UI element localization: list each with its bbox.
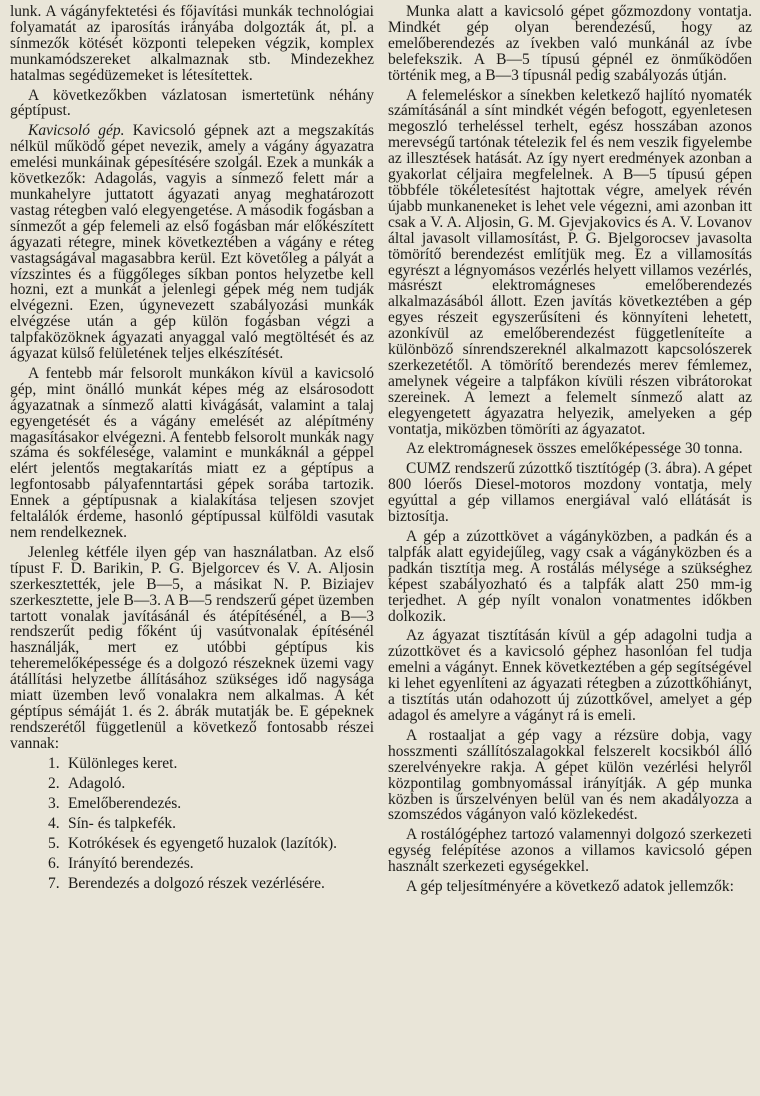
list-item <box>48 876 374 892</box>
paragraph: A fentebb már felsorolt munkákon kívül a kavicsoló gép, mint önálló munkát képes még az elsárosodott ágyazatnak a sínmező alatti kivágását, valamint a talaj egyengetését és a vágány emelését az alépítmény magasításakor elvégezni. A fentebb felsorolt munkák nagy száma és sokfélesége, valamint e munkáknál a géppel elért jelentős megtakarítás miatt ez a géptípus a legfontosabb pályafenntartási gépek sorába tartozik. Ennek a géptípusnak a kialakítása teljesen szovjet feltalálók érdeme, hasonló géptípussal külföldi vasutak nem rendelkeznek. <box>10 364 374 541</box>
list-number: 5. <box>48 834 60 852</box>
paragraph: A felemeléskor a sínekben keletkező hajlító nyomaték számításánál a sínt mindkét végén befogott, egyenletesen megoszló terheléssel terhelt, egész hosszában azonos merevségű tartónak tételezik fel és nem veszik figyelembe az illesztések hatását. Az így nyert eredmények azonban a gyakorlat céljaira megfelelnek. A B—5 típusú gépen többféle tökéletesítést hajtottak végre, amelyek révén újabb munkaneneket is lehet vele végezni, ami azonban itt csak a V. A. Aljosin, G. M. Gjevjakovics és A. V. Lovanov által javasolt villamosítást, P. G. Bjelgorocsev javasolta tömörítő berendezést említjük meg. Ez a villamosítás egyrészt a légnyomásos vezérlés helyett villamos vezérlés, másrészt elektromágneses emelőberendezés alkalmazásából állott. Ezen javítás következtében a gép egyes részeit egyszerűsíteni és könnyíteni lehetett, azonkívül az emelőberendezést függetleníteíte a különböző sínrendszereknél alkalmazott kapcsolószerek szerkezetétől. A tömörítő berendezés merev fémlemez, amelynek végeire a talpfákon kívüli részen vibrátorokat szereinek. A lemezt a felemelt sínmező alatt az elegyengetett ágyazatra helyezik, amelyeken a gép vontatja, miközben tömöríti az ágyazatot. <box>388 86 752 438</box>
section-heading-inline: Kavicsoló gép. <box>28 122 125 140</box>
paragraph: A rostaaljat a gép vagy a rézsüre dobja, vagy hosszmenti szállítószalagokkal felszerelt kocsikból álló szerelvényekre rakja. A gépet külön vezérlési helyről központilag gombnyomással irányítják. A gép munka közben is űrszelvényen belül van és nem akadályozza a szomszédos vágányon való közlekedést. <box>388 726 752 824</box>
paragraph: Az elektromágnesek összes emelőképessége 30 tonna. <box>406 440 743 458</box>
list-number: 7. <box>48 874 60 892</box>
list-number: 4. <box>48 814 60 832</box>
parts-list <box>10 756 374 892</box>
list-number: 6. <box>48 854 60 872</box>
paragraph: CUMZ rendszerű zúzottkő tisztítógép (3. ábra). A gépet 800 lóerős Diesel-motoros mozdony vontatja, mely egyúttal a gép villamos energiával való ellátását is biztosítja. <box>388 460 752 526</box>
list-text: Adagoló. <box>68 774 126 792</box>
left-column <box>10 4 374 1096</box>
paragraph: A következőkben vázlatosan ismertetünk néhány géptípust. <box>10 86 374 120</box>
paragraph: A rostálógéphez tartozó valamennyi dolgozó szerkezeti egység felépítése azonos a villamos kavicsoló gépen használt szerkezeti egységekkel. <box>388 826 752 876</box>
list-text: Különleges keret. <box>68 754 178 772</box>
list-item <box>48 816 374 832</box>
list-text: Irányító berendezés. <box>68 854 194 872</box>
paragraph: A gép teljesítményére a következő adatok jellemzők: <box>406 878 734 896</box>
list-number: 3. <box>48 794 60 812</box>
list-text: Sín- és talpkefék. <box>68 814 177 832</box>
list-number: 1. <box>48 754 60 772</box>
paragraph-kavicsolo-gep <box>10 123 374 362</box>
paragraph: Az ágyazat tisztításán kívül a gép adagolni tudja a zúzottkövet és a kavicsoló géphez hasonlóan fel tudja emelni a vágányt. Ennek következtében a gép segítségével ki lehet egyenlíteni az ágyazati rétegben a zúzottkőhiányt, a tisztítás után odahozott új zúzottkővel, amelyet a gép adagol és amelyre a vágányt rá is emeli. <box>388 627 752 724</box>
paragraph: A gép a zúzottkövet a vágányközben, a padkán és a talpfák alatt egyidejűleg, vagy csak a vágányközben és a padkán tisztítja meg. A rostálás mélysége a szükséghez képest szabályozható és a talpfák alatt 250 mm-ig terjedhet. A gép nyílt vonalon vonatmentes időkben dolkozik. <box>388 528 752 625</box>
list-text: Kotrókések és egyengető huzalok (lazítók). <box>68 834 338 852</box>
paragraph: Jelenleg kétféle ilyen gép van használatban. Az első típust F. D. Barikin, P. G. Bjelgorcev és V. A. Aljosin szerkesztették, jele B—5, a másikat N. P. Biziajev szerkesztette, jele B—3. A B—5 rendszerű gépet üzemben tartott vonalak javításánál és átépítésénél, a B—3 rendszerűt pedig főként új vasútvonalak építésénél használják, mert ez utóbbi géptípus kis teheremelőképessége és a dolgozó részeknek üzemi vagy átállítási helyzetbe állításához szükséges idő nagysága miatt üzemben levő vonalakra nem alkalmas. A két géptípus sémáját 1. és 2. ábrák mutatják be. E gépeknek rendszerétől függetlenül a következő fontosabb részei vannak: <box>10 543 374 752</box>
paragraph-text: Kavicsoló gépnek azt a megszakítás nélkül működő gépet nevezik, amely a vágány ágyazatra emelési munkáinak gépesítésére szolgál. Ezek a munkák a következők: Adagolás, vagyis a sínmező felett már a munkahelyre juttatott ágyazati anyag meghatározott vastag rétegben való elegyengetése. A második fogásban a sínmezőt a gép felemeli az első fogásban már előkészített ágyazati rétegre, minek következtében a vágány e réteg vastagságával magasabbra kerül. Ezt követőleg a pályát a vízszintes és a függőleges síkban pontos helyzetbe kell hozni, ezt a munkát a jelenlegi gépek még nem tudják elvégezni. Ezen, úgynevezett szabályozási munkák elvégzése után a gép külön fogásban végzi a talpfaközöknek ágyazati anyaggal való megtöltését és az ágyazat külső felületének teljes elkészítését. <box>10 122 375 363</box>
paragraph: lunk. A vágányfektetési és főjavítási munkák technológiai folyamatát az iparosítás irányába dolgozták át, pl. a sínmezők kötését központi telepeken végzik, komplex munkamódszereket alkalmaznak stb. Mindezekhez hatalmas segédüzemeket is létesítettek. <box>10 3 374 84</box>
list-text: Berendezés a dolgozó részek vezérlésére. <box>68 874 325 892</box>
list-item <box>48 776 374 792</box>
list-item <box>48 756 374 772</box>
list-item <box>48 796 374 812</box>
list-item <box>48 836 374 852</box>
list-number: 2. <box>48 774 60 792</box>
list-item <box>48 856 374 872</box>
right-column <box>388 4 752 1096</box>
list-text: Emelőberendezés. <box>68 794 182 812</box>
paragraph: Munka alatt a kavicsoló gépet gőzmozdony vontatja. Mindkét gép olyan berendezésű, hogy az emelőberendezés az ívekben való munkánál az ívbe belefekszik. A B—5 típusú gépnél ez önműködően történik meg, a B—3 típusnál pedig szabályozás útján. <box>388 3 752 84</box>
